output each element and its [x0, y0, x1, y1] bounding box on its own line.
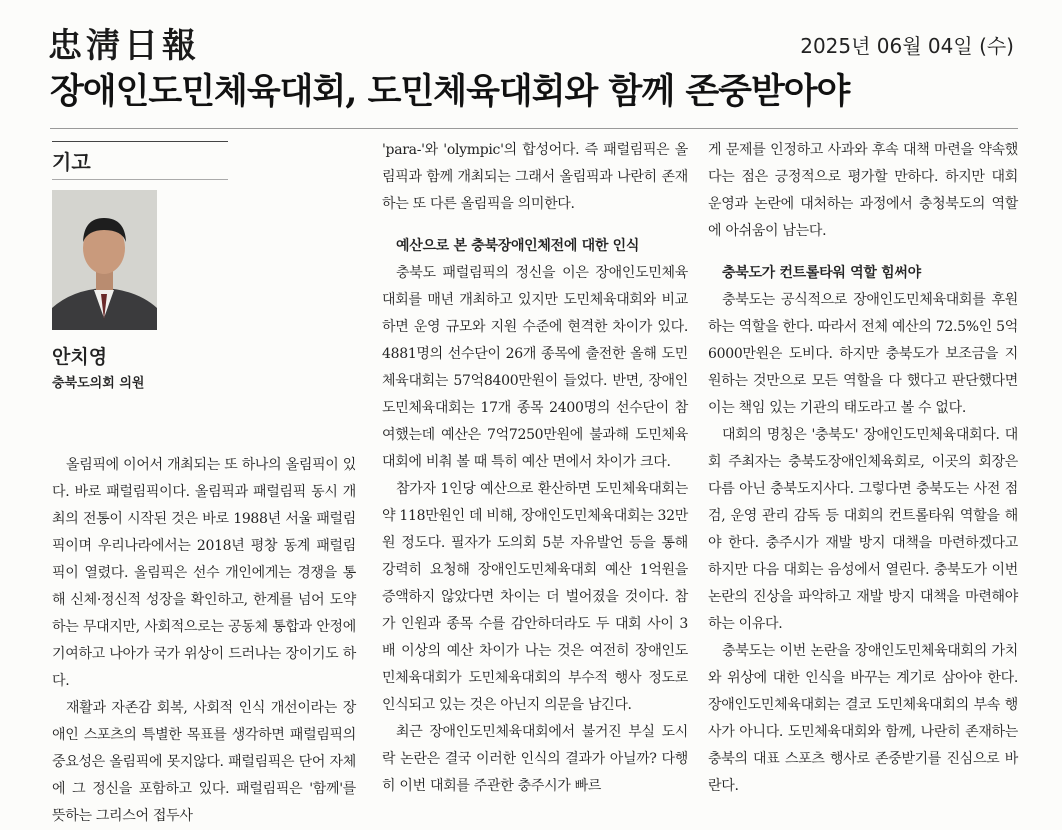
subheading: 충북도가 컨트롤타워 역할 힘써야	[722, 265, 921, 281]
author-photo	[52, 190, 157, 330]
author-name: 안치영	[52, 346, 108, 368]
column-1	[52, 452, 356, 830]
paragraph: 충북도는 이번 논란을 장애인도민체육대회의 가치와 위상에 대한 인식을 바꾸는 계기로 삼아야 한다. 장애인도민체육대회는 결코 도민체육대회의 부속 행사가 아니다. 도민체육대회와 함께, 나란히 존재하는 충북의 대표 스포츠 행사로 존중받기를 진심으로 바란다.	[708, 643, 1018, 794]
headline: 장애인도민체육대회, 도민체육대회와 함께 존중받아야	[50, 71, 850, 112]
column-2	[382, 137, 688, 800]
subheading: 예산으로 본 충북장애인체전에 대한 인식	[396, 238, 640, 254]
headline-divider	[50, 128, 1018, 129]
newspaper-logo: 忠淸日報	[48, 26, 200, 66]
paragraph: 참가자 1인당 예산으로 환산하면 도민체육대회는 약 118만원인 데 비해, 장애인도민체육대회는 32만원 정도다. 필자가 도의회 5분 자유발언 등을 통해 강력히 요청해 장애인도민체육대회 예산 1억원을 증액하지 않았다면 차이는 더 벌어졌을 것이다. 참가 인원과 종목 수를 감안하더라도 두 대회 사이 3배 이상의 예산 차이가 나는 것은 여전히 장애인도민체육대회가 도민체육대회의 부수적 행사 정도로 인식되고 있는 것은 아닌지 의문을 남긴다.	[382, 481, 688, 713]
paragraph: 최근 장애인도민체육대회에서 불거진 부실 도시락 논란은 결국 이러한 인식의 결과가 아닐까? 다행히 이번 대회를 주관한 충주시가 빠르	[382, 724, 688, 794]
section-label: 기고	[52, 141, 228, 180]
paragraph: 올림픽에 이어서 개최되는 또 하나의 올림픽이 있다. 바로 패럴림픽이다. 올림픽과 패럴림픽 동시 개최의 전통이 시작된 것은 바로 1988년 서울 패럴림픽이며 우리나라에서는 2018년 평창 동계 패럴림픽이 열렸다. 올림픽은 선수 개인에게는 경쟁을 통해 신체·정신적 성장을 확인하고, 한계를 넘어 도약하는 무대지만, 사회적으로는 공동체 통합과 안정에 기여하고 나아가 국가 위상이 드러나는 장이기도 하다.	[52, 457, 356, 689]
author-role: 충북도의회 의원	[52, 376, 145, 391]
paragraph: 대회의 명칭은 '충북도' 장애인도민체육대회다. 대회 주최자는 충북도장애인체육회로, 이곳의 회장은 다름 아닌 충북도지사다. 그렇다면 충북도는 사전 점검, 운영 관리 감독 등 대회의 컨트롤타워 역할을 해야 한다. 충주시가 재발 방지 대책을 마련하겠다고 하지만 다음 대회는 음성에서 열린다. 충북도가 이번 논란의 진상을 파악하고 재발 방지 대책을 마련해야 하는 이유다.	[708, 427, 1018, 632]
paragraph: 'para-'와 'olympic'의 합성어다. 즉 패럴림픽은 올림픽과 함께 개최되는 그래서 올림픽과 나란히 존재하는 또 다른 올림픽을 의미한다.	[382, 142, 688, 212]
paragraph: 재활과 자존감 회복, 사회적 인식 개선이라는 장애인 스포츠의 특별한 목표를 생각하면 패럴림픽의 중요성은 올림픽에 못지않다. 패럴림픽은 단어 자체에 그 정신을 포함하고 있다. 패럴림픽은 '함께'를 뜻하는 그리스어 접두사	[52, 700, 356, 824]
paragraph: 게 문제를 인정하고 사과와 후속 대책 마련을 약속했다는 점은 긍정적으로 평가할 만하다. 하지만 대회 운영과 논란에 대처하는 과정에서 충청북도의 역할에 아쉬움이 남는다.	[708, 142, 1018, 239]
publication-date: 2025년 06월 04일 (수)	[800, 34, 1014, 58]
paragraph: 충북도는 공식적으로 장애인도민체육대회를 후원하는 역할을 한다. 따라서 전체 예산의 72.5%인 5억6000만원은 도비다. 하지만 충북도가 보조금을 지원하는 것만으로 모든 역할을 다 했다고 판단했다면 이는 책임 있는 기관의 태도라고 볼 수 없다.	[708, 292, 1018, 416]
portrait-icon	[52, 190, 157, 330]
paragraph: 충북도 패럴림픽의 정신을 이은 장애인도민체육대회를 매년 개최하고 있지만 도민체육대회와 비교하면 운영 규모와 지원 수준에 현격한 차이가 있다. 4881명의 선수단이 26개 종목에 출전한 올해 도민체육대회는 57억8400만원이 들었다. 반면, 장애인도민체육대회는 17개 종목 2400명의 선수단이 참여했는데 예산은 7억7250만원에 불과해 도민체육대회에 비춰 볼 때 특히 예산 면에서 차이가 크다.	[382, 265, 688, 470]
column-3	[708, 137, 1018, 800]
